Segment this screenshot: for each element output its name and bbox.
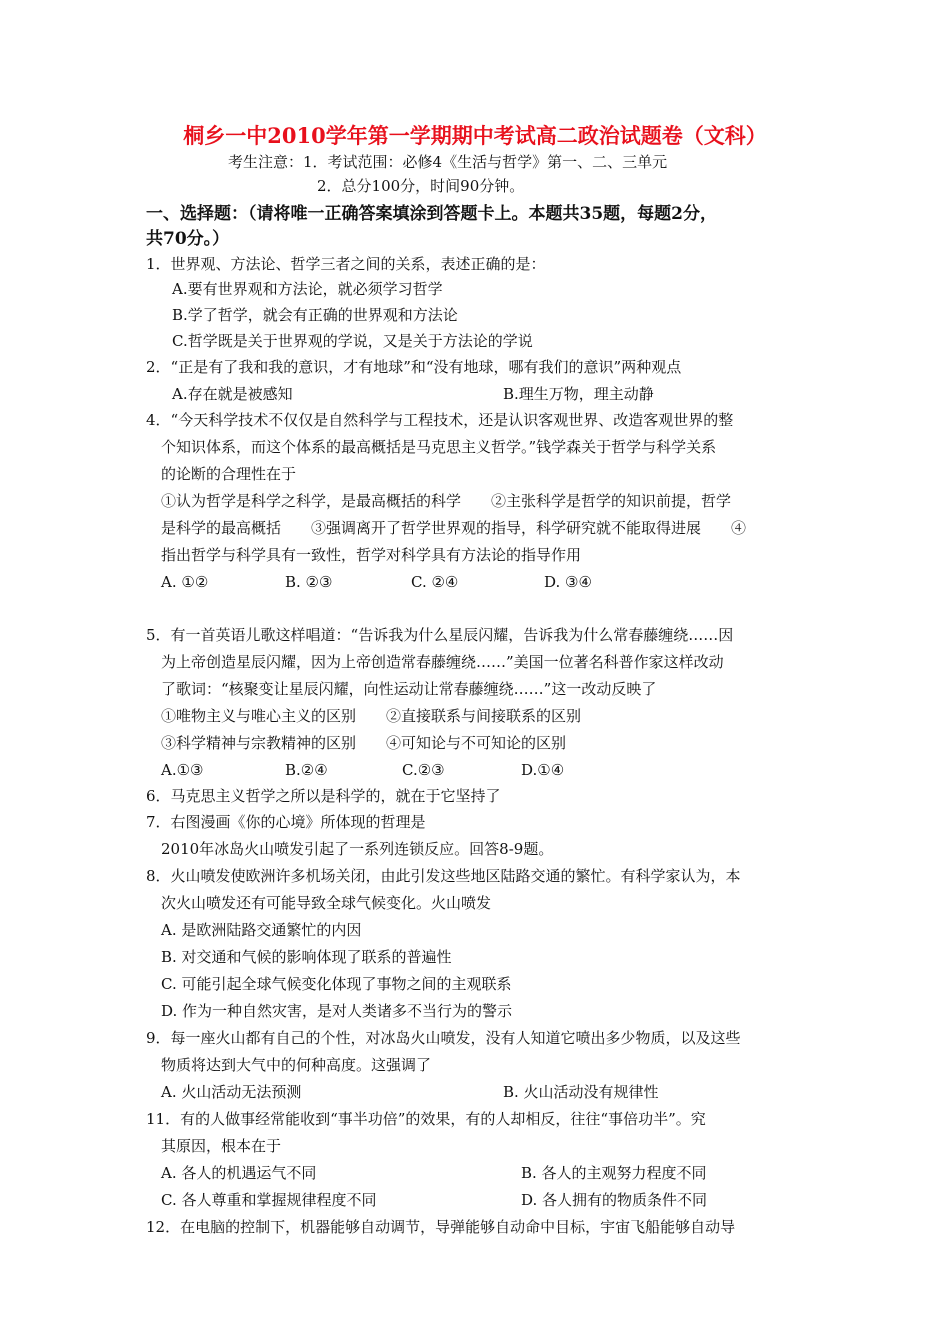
q8-line-1: 8．火山喷发使欧洲许多机场关闭，由此引发这些地区陆路交通的繁忙。有科学家认为，本	[146, 867, 741, 885]
exam-title: 桐乡一中2010学年第一学期期中考试高二政治试题卷（文科）	[183, 123, 767, 148]
q5-option-c: C.②③	[402, 761, 445, 779]
q11-option-c: C. 各人尊重和掌握规律程度不同	[161, 1191, 377, 1209]
q2-option-a: A.存在就是被感知	[172, 385, 293, 403]
q9-line-1: 9．每一座火山都有自己的个性，对冰岛火山喷发，没有人知道它喷出多少物质，以及这些	[146, 1029, 741, 1047]
section-heading-line-1: 一、选择题：（请将唯一正确答案填涂到答题卡上。本题共35题，每题2分，	[146, 204, 717, 224]
q11-option-b: B. 各人的主观努力程度不同	[521, 1164, 707, 1182]
q5-option-d: D.①④	[521, 761, 565, 779]
notice-line-1: 考生注意：1．考试范围：必修4《生活与哲学》第一、二、三单元	[228, 153, 668, 171]
q2-option-b: B.理生万物，理主动静	[503, 385, 654, 403]
notice-line-2: 2．总分100分，时间90分钟。	[317, 177, 525, 195]
q4-option-b: B. ②③	[285, 573, 333, 591]
q5-line-5: ③科学精神与宗教精神的区别 ④可知论与不可知论的区别	[161, 734, 567, 752]
q4-line-6: 指出哲学与科学具有一致性，哲学对科学具有方法论的指导作用	[161, 546, 582, 564]
q8-option-c: C. 可能引起全球气候变化体现了事物之间的主观联系	[161, 975, 512, 993]
q5-option-b: B.②④	[285, 761, 328, 779]
q12-line-1: 12．在电脑的控制下，机器能够自动调节，导弹能够自动命中目标，宇宙飞船能够自动导	[146, 1218, 736, 1236]
q5-line-2: 为上帝创造星辰闪耀，因为上帝创造常春藤缠绕……”美国一位著名科普作家这样改动	[161, 653, 724, 671]
q4-option-d: D. ③④	[544, 573, 592, 591]
section-heading-line-2: 共70分。）	[146, 229, 230, 249]
q4-option-a: A. ①②	[161, 573, 209, 591]
q9-option-b: B. 火山活动没有规律性	[503, 1083, 659, 1101]
q8-option-a: A. 是欧洲陆路交通繁忙的内因	[161, 921, 362, 939]
q11-line-2: 其原因，根本在于	[161, 1137, 282, 1155]
q5-line-1: 5．有一首英语儿歌这样唱道：“告诉我为什么星辰闪耀，告诉我为什么常春藤缠绕……因	[146, 626, 734, 644]
q7-stem: 7．右图漫画《你的心境》所体现的哲理是	[146, 813, 426, 831]
q9-line-2: 物质将达到大气中的何种高度。这强调了	[161, 1056, 432, 1074]
q6-stem: 6．马克思主义哲学之所以是科学的，就在于它坚持了	[146, 787, 501, 805]
q7-note: 2010年冰岛火山喷发引起了一系列连锁反应。回答8-9题。	[161, 840, 554, 858]
q1-option-c: C.哲学既是关于世界观的学说，又是关于方法论的学说	[172, 332, 533, 350]
q11-option-d: D. 各人拥有的物质条件不同	[521, 1191, 708, 1209]
q11-option-a: A. 各人的机遇运气不同	[161, 1164, 317, 1182]
q1-stem: 1．世界观、方法论、哲学三者之间的关系，表述正确的是：	[146, 255, 546, 273]
q1-option-b: B.学了哲学，就会有正确的世界观和方法论	[172, 306, 458, 324]
q8-option-b: B. 对交通和气候的影响体现了联系的普遍性	[161, 948, 452, 966]
q4-line-4: ①认为哲学是科学之科学，是最高概括的科学 ②主张科学是哲学的知识前提，哲学	[161, 492, 732, 510]
q4-option-c: C. ②④	[411, 573, 459, 591]
q8-option-d: D. 作为一种自然灾害，是对人类诸多不当行为的警示	[161, 1002, 513, 1020]
q5-line-4: ①唯物主义与唯心主义的区别 ②直接联系与间接联系的区别	[161, 707, 582, 725]
q4-line-2: 个知识体系，而这个体系的最高概括是马克思主义哲学。”钱学森关于哲学与科学关系	[161, 438, 717, 456]
q11-line-1: 11．有的人做事经常能收到“事半功倍”的效果，有的人却相反，往往“事倍功半”。究	[146, 1110, 706, 1128]
q8-line-2: 次火山喷发还有可能导致全球气候变化。火山喷发	[161, 894, 492, 912]
q1-option-a: A.要有世界观和方法论，就必须学习哲学	[172, 280, 443, 298]
q2-stem: 2．“正是有了我和我的意识，才有地球”和“没有地球，哪有我们的意识”两种观点	[146, 358, 682, 376]
q9-option-a: A. 火山活动无法预测	[161, 1083, 302, 1101]
q4-line-3: 的论断的合理性在于	[161, 465, 297, 483]
q5-option-a: A.①③	[161, 761, 204, 779]
q4-line-5: 是科学的最高概括 ③强调离开了哲学世界观的指导，科学研究就不能取得进展 ④	[161, 519, 747, 537]
q4-line-1: 4．“今天科学技术不仅仅是自然科学与工程技术，还是认识客观世界、改造客观世界的整	[146, 411, 734, 429]
q5-line-3: 了歌词：“核聚变让星辰闪耀，向性运动让常春藤缠绕……”这一改动反映了	[161, 680, 657, 698]
